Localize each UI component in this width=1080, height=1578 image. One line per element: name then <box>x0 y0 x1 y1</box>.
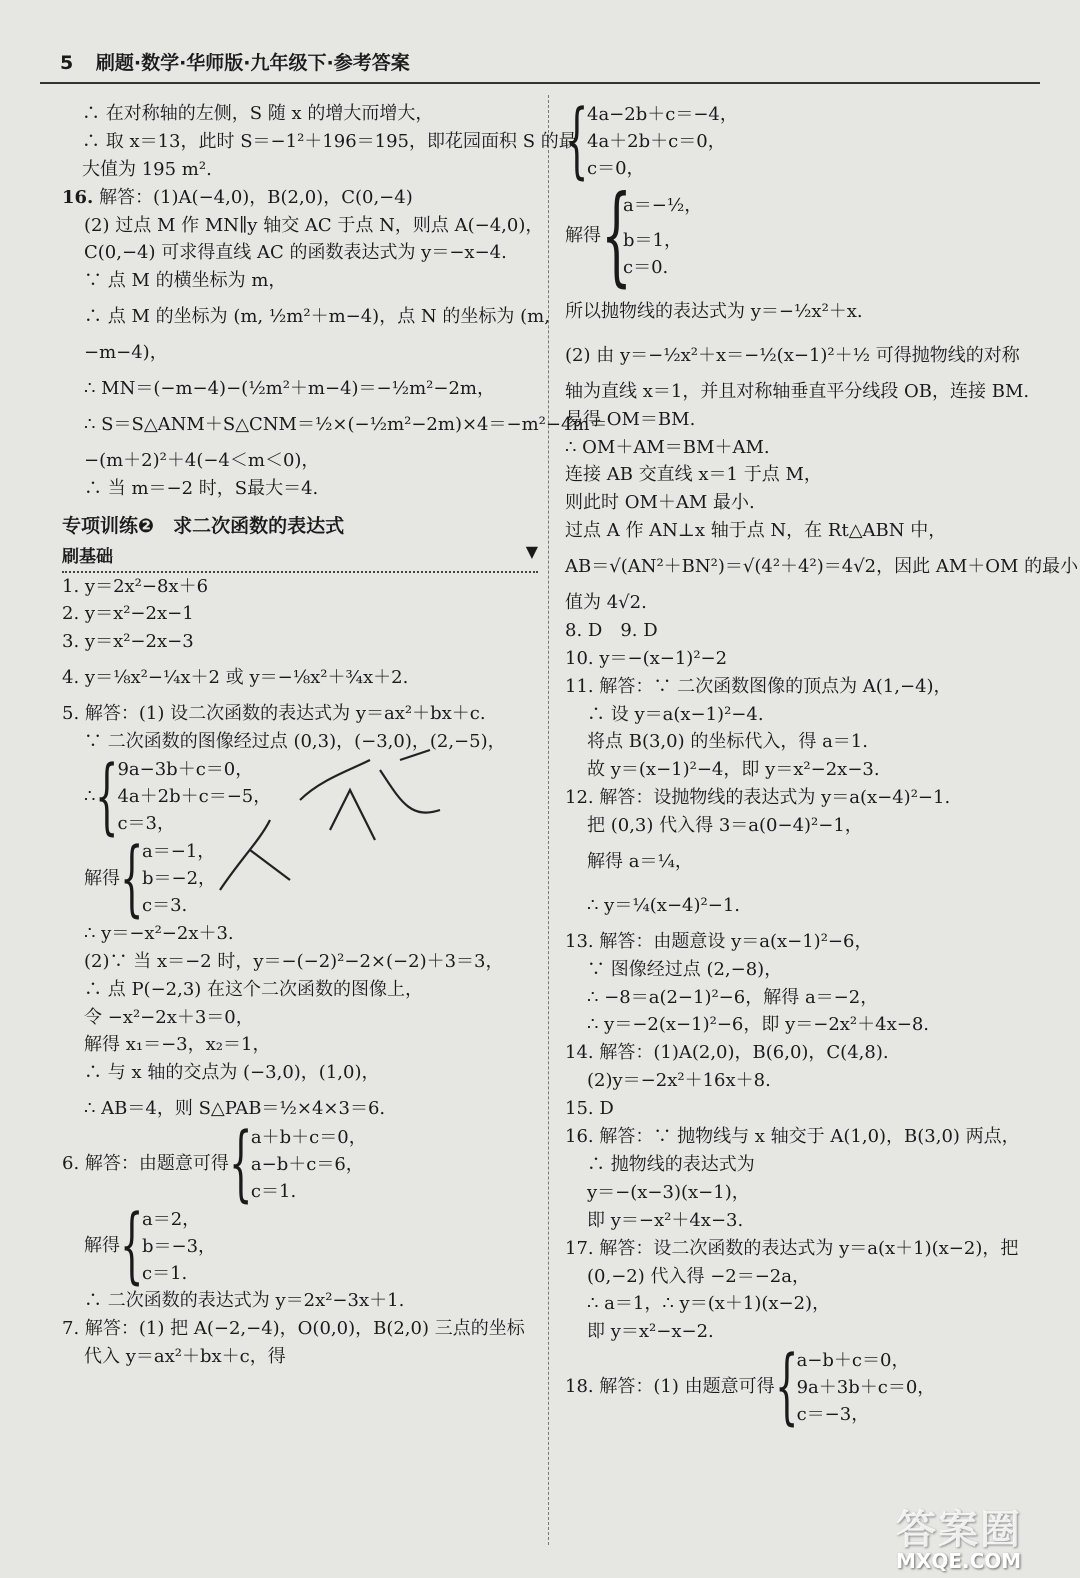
answer-7: 7. 解答：(1) 把 A(−2,−4)，O(0,0)，B(2,0) 三点的坐标 <box>62 1318 525 1340</box>
answer-line: 大值为 195 m². <box>82 158 212 180</box>
answer-3: 3. y＝x²−2x−3 <box>62 631 194 653</box>
answer-line: 解得 x₁＝−3，x₂＝1， <box>84 1034 271 1056</box>
answer-10: 10. y＝−(x−1)²−2 <box>565 647 728 669</box>
answer-line: ∴ 与 x 轴的交点为 (−3,0)，(1,0)， <box>84 1062 380 1084</box>
answer-line: AB＝√(AN²＋BN²)＝√(4²＋4²)＝4√2，因此 AM＋OM 的最小 <box>565 556 1079 578</box>
answer-6: 6. 解答：由题意可得 { a＋b＋c＝0， a−b＋c＝6， c＝1. <box>62 1116 367 1212</box>
brace-icon: { <box>120 830 144 926</box>
answer-line: (2)∵ 当 x＝−2 时，y＝−(−2)²−2×(−2)＋3＝3， <box>84 950 504 972</box>
answer-line: 则此时 OM＋AM 最小. <box>565 492 755 514</box>
answer-line: ∴ y＝¼(x−4)²−1. <box>587 894 740 916</box>
watermark-text: 答案圈 <box>896 1507 1022 1553</box>
answer-line: 把 (0,3) 代入得 3＝a(0−4)²−1， <box>587 815 863 837</box>
answer-line: ∴ MN＝(−m−4)−(½m²＋m−4)＝−½m²−2m， <box>84 378 495 400</box>
answer-line: 即 y＝−x²＋4x−3. <box>587 1209 744 1231</box>
answer-line: (2)y＝−2x²＋16x＋8. <box>587 1070 771 1092</box>
brace-icon: { <box>120 1198 144 1294</box>
brace-icon: { <box>601 173 632 298</box>
answer-17: 17. 解答：设二次函数的表达式为 y＝a(x＋1)(x−2)，把 <box>565 1237 1019 1259</box>
answer-4: 4. y＝⅛x²−¼x＋2 或 y＝−⅛x²＋¾x＋2. <box>62 667 409 689</box>
equation-system: ∴ { 9a−3b＋c＝0， 4a＋2b＋c＝−5， c＝3， <box>84 748 272 844</box>
answer-line: ∴ 在对称轴的左侧，S 随 x 的增大而增大， <box>82 103 434 124</box>
section-title: 专项训练❷ 求二次函数的表达式 <box>62 514 345 537</box>
answer-line: ∴ S＝S△ANM＋S△CNM＝½×(−½m²−2m)×4＝−m²−4m＝ <box>84 413 608 435</box>
answer-line: ∴ 当 m＝−2 时，S最大＝4. <box>84 477 319 499</box>
answer-line: ∴ OM＋AM＝BM＋AM. <box>565 436 770 458</box>
answer-14: 14. 解答：(1)A(2,0)，B(6,0)，C(4,8). <box>565 1042 889 1064</box>
brace-icon: { <box>228 1116 253 1212</box>
answer-line: ∵ 点 M 的横坐标为 m， <box>84 270 287 292</box>
answer-12: 12. 解答：设抛物线的表达式为 y＝a(x−4)²−1. <box>565 787 951 809</box>
answer-line: (2) 过点 M 作 MN∥y 轴交 AC 于点 N，则点 A(−4,0)， <box>84 214 544 236</box>
answer-line: y＝−(x−3)(x−1)， <box>587 1181 750 1203</box>
answer-line: ∴ a＝1，∴ y＝(x＋1)(x−2)， <box>587 1293 831 1315</box>
answer-18: 18. 解答：(1) 由题意可得 { a−b＋c＝0， 9a＋3b＋c＝0， c＝−3， <box>565 1339 936 1435</box>
answer-line: 所以抛物线的表达式为 y＝−½x²＋x. <box>565 301 863 322</box>
question-number: 16. <box>62 186 94 208</box>
answer-15: 15. D <box>565 1098 614 1120</box>
answer-11: 11. 解答：∵ 二次函数图像的顶点为 A(1,−4)， <box>565 675 952 697</box>
answer-line: ∴ y＝−2(x−1)²−6，即 y＝−2x²＋4x−8. <box>587 1014 930 1036</box>
answer-line: (0,−2) 代入得 −2＝−2a， <box>587 1265 810 1287</box>
answer-line: 即 y＝x²−x−2. <box>587 1321 714 1343</box>
answer-line: ∴ 抛物线的表达式为 <box>587 1153 755 1175</box>
answer-line: ∵ 图像经过点 (2,−8)， <box>587 958 783 980</box>
right-column <box>565 93 1079 1435</box>
answer-line: 轴为直线 x＝1，并且对称轴垂直平分线段 OB，连接 BM. <box>565 380 1030 402</box>
answer-line: 过点 A 作 AN⊥x 轴于点 N，在 Rt△ABN 中， <box>565 520 947 542</box>
answer-2: 2. y＝x²−2x−1 <box>62 603 194 625</box>
answer-line: ∴ 取 x＝13，此时 S＝−1²＋196＝195，即花园面积 S 的最 <box>82 130 577 152</box>
brace-icon: { <box>565 93 589 188</box>
solution-system: 解得 { a＝−½， b＝1， c＝0. <box>565 173 703 298</box>
answer-line: ∴ 二次函数的表达式为 y＝2x²−3x＋1. <box>84 1290 405 1312</box>
page-title: 刷题·数学·华师版·九年级下·参考答案 <box>95 52 410 74</box>
answer-line: C(0,−4) 可求得直线 AC 的函数表达式为 y＝−x−4. <box>84 242 507 264</box>
answer-line: 将点 B(3,0) 的坐标代入，得 a＝1. <box>587 731 868 753</box>
answer-8-9: 8. D 9. D <box>565 619 658 641</box>
equation-system: { 4a−2b＋c＝−4， 4a＋2b＋c＝0， c＝0， <box>565 93 738 188</box>
brace-icon: { <box>774 1339 799 1435</box>
solution-system: 解得 { a＝−1， b＝−2， c＝3. <box>84 830 217 926</box>
subsection-title: 刷基础 ▼ <box>62 542 538 573</box>
brace-icon: { <box>95 748 119 844</box>
answer-line: ∴ y＝−x²−2x＋3. <box>84 922 234 944</box>
answer-line: ∵ 二次函数的图像经过点 (0,3)，(−3,0)，(2,−5)， <box>84 731 506 753</box>
answer-line: ∴ 设 y＝a(x−1)²−4. <box>587 703 764 725</box>
answer-16: 16. 解答：∵ 抛物线与 x 轴交于 A(1,0)，B(3,0) 两点， <box>565 1126 1020 1148</box>
watermark-logo <box>896 1498 1056 1573</box>
triangle-marker-icon: ▼ <box>525 541 538 561</box>
answer-line: 解得 a＝¼， <box>587 851 693 873</box>
answer-13: 13. 解答：由题意设 y＝a(x−1)²−6， <box>565 930 873 952</box>
answer-line: ∴ 点 M 的坐标为 (m, ½m²＋m−4)，点 N 的坐标为 (m, <box>84 306 550 328</box>
answer-line: −m−4)， <box>84 342 168 364</box>
answer-line: 值为 4√2. <box>565 592 647 614</box>
answer-line: ∴ AB＝4，则 S△PAB＝½×4×3＝6. <box>84 1098 386 1120</box>
answer-16 <box>62 184 538 212</box>
watermark-url: MXQE.COM <box>896 1549 1022 1573</box>
answer-5: 5. 解答：(1) 设二次函数的表达式为 y＝ax²＋bx＋c. <box>62 703 486 725</box>
answer-line: ∴ 点 P(−2,3) 在这个二次函数的图像上， <box>84 978 424 1000</box>
answer-line: 连接 AB 交直线 x＝1 于点 M， <box>565 464 822 486</box>
answer-line: 解答：(1)A(−4,0)，B(2,0)，C(0,−4) <box>99 186 413 208</box>
solution-system: 解得 { a＝2， b＝−3， c＝1. <box>84 1198 217 1294</box>
page-number: 5 <box>60 52 74 74</box>
header-rule <box>40 82 1040 84</box>
page-header <box>60 48 1040 75</box>
answer-line: (2) 由 y＝−½x²＋x＝−½(x−1)²＋½ 可得抛物线的对称 <box>565 344 1020 366</box>
answer-line: 代入 y＝ax²＋bx＋c，得 <box>84 1345 286 1367</box>
answer-line: ∴ −8＝a(2−1)²−6，解得 a＝−2， <box>587 986 879 1008</box>
answer-1: 1. y＝2x²−8x＋6 <box>62 575 209 597</box>
answer-line: 令 −x²−2x＋3＝0， <box>84 1006 254 1028</box>
answer-line: 故 y＝(x−1)²−4，即 y＝x²−2x−3. <box>587 759 880 781</box>
answer-line: 易得 OM＝BM. <box>565 408 696 430</box>
answer-line: −(m＋2)²＋4(−4＜m＜0)， <box>84 449 320 471</box>
